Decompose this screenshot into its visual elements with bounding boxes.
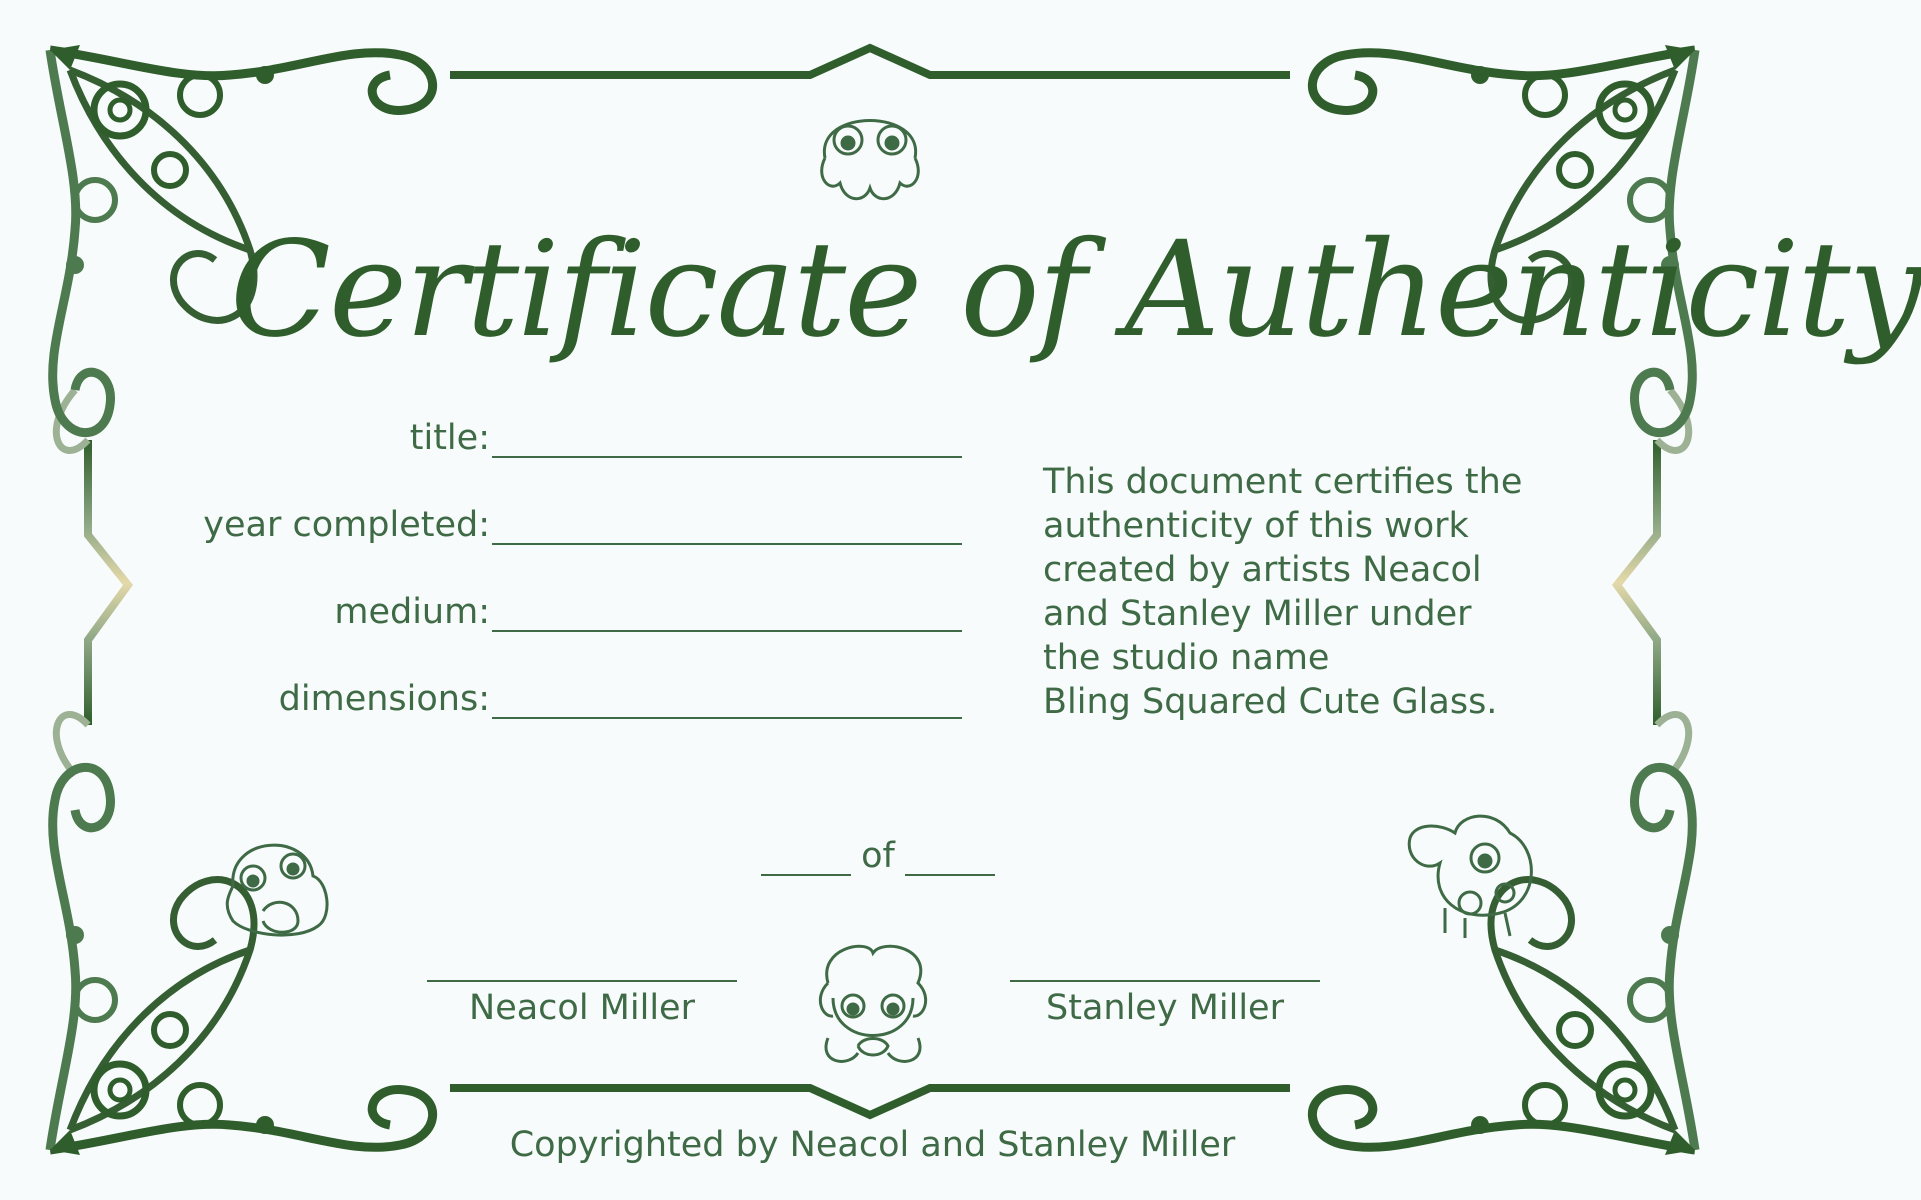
statement-line: and Stanley Miller under — [1043, 594, 1472, 634]
edition-of-text: of — [861, 836, 895, 876]
copyright-notice: Copyrighted by Neacol and Stanley Miller — [509, 1125, 1236, 1165]
medium-label: medium: — [334, 592, 490, 632]
signature-name: Stanley Miller — [1046, 988, 1284, 1028]
sheep-mascot-icon — [808, 938, 938, 1073]
statement-line: This document certifies the — [1043, 462, 1523, 502]
statement-line: authenticity of this work — [1043, 506, 1469, 546]
dimensions-label: dimensions: — [278, 679, 490, 719]
turtle-mascot-icon — [218, 826, 343, 951]
medium-blank-line — [492, 594, 962, 632]
medium-field — [150, 582, 962, 632]
statement-line: Bling Squared Cute Glass. — [1043, 682, 1498, 722]
statement-line: the studio name — [1043, 638, 1330, 678]
signature-line — [427, 940, 737, 982]
signature-neacol — [427, 940, 737, 1034]
certificate-title: Certificate of Authenticity — [230, 213, 1921, 367]
dimensions-blank-line — [492, 681, 962, 719]
edition-total-blank — [905, 840, 995, 876]
edition-number — [748, 826, 1008, 876]
statement-line: created by artists Neacol — [1043, 550, 1482, 590]
title-field-label: title: — [409, 418, 490, 458]
signature-line — [1010, 940, 1320, 982]
year-completed-blank-line — [492, 507, 962, 545]
year-completed-label: year completed: — [203, 505, 490, 545]
signature-stanley — [1010, 940, 1320, 1034]
year-completed-field — [150, 495, 962, 545]
pony-mascot-icon — [1400, 808, 1545, 948]
signature-name: Neacol Miller — [469, 988, 695, 1028]
title-field — [150, 408, 962, 458]
certification-statement — [1043, 460, 1563, 724]
title-blank-line — [492, 420, 962, 458]
dimensions-field — [150, 669, 962, 719]
edition-number-blank — [761, 840, 851, 876]
